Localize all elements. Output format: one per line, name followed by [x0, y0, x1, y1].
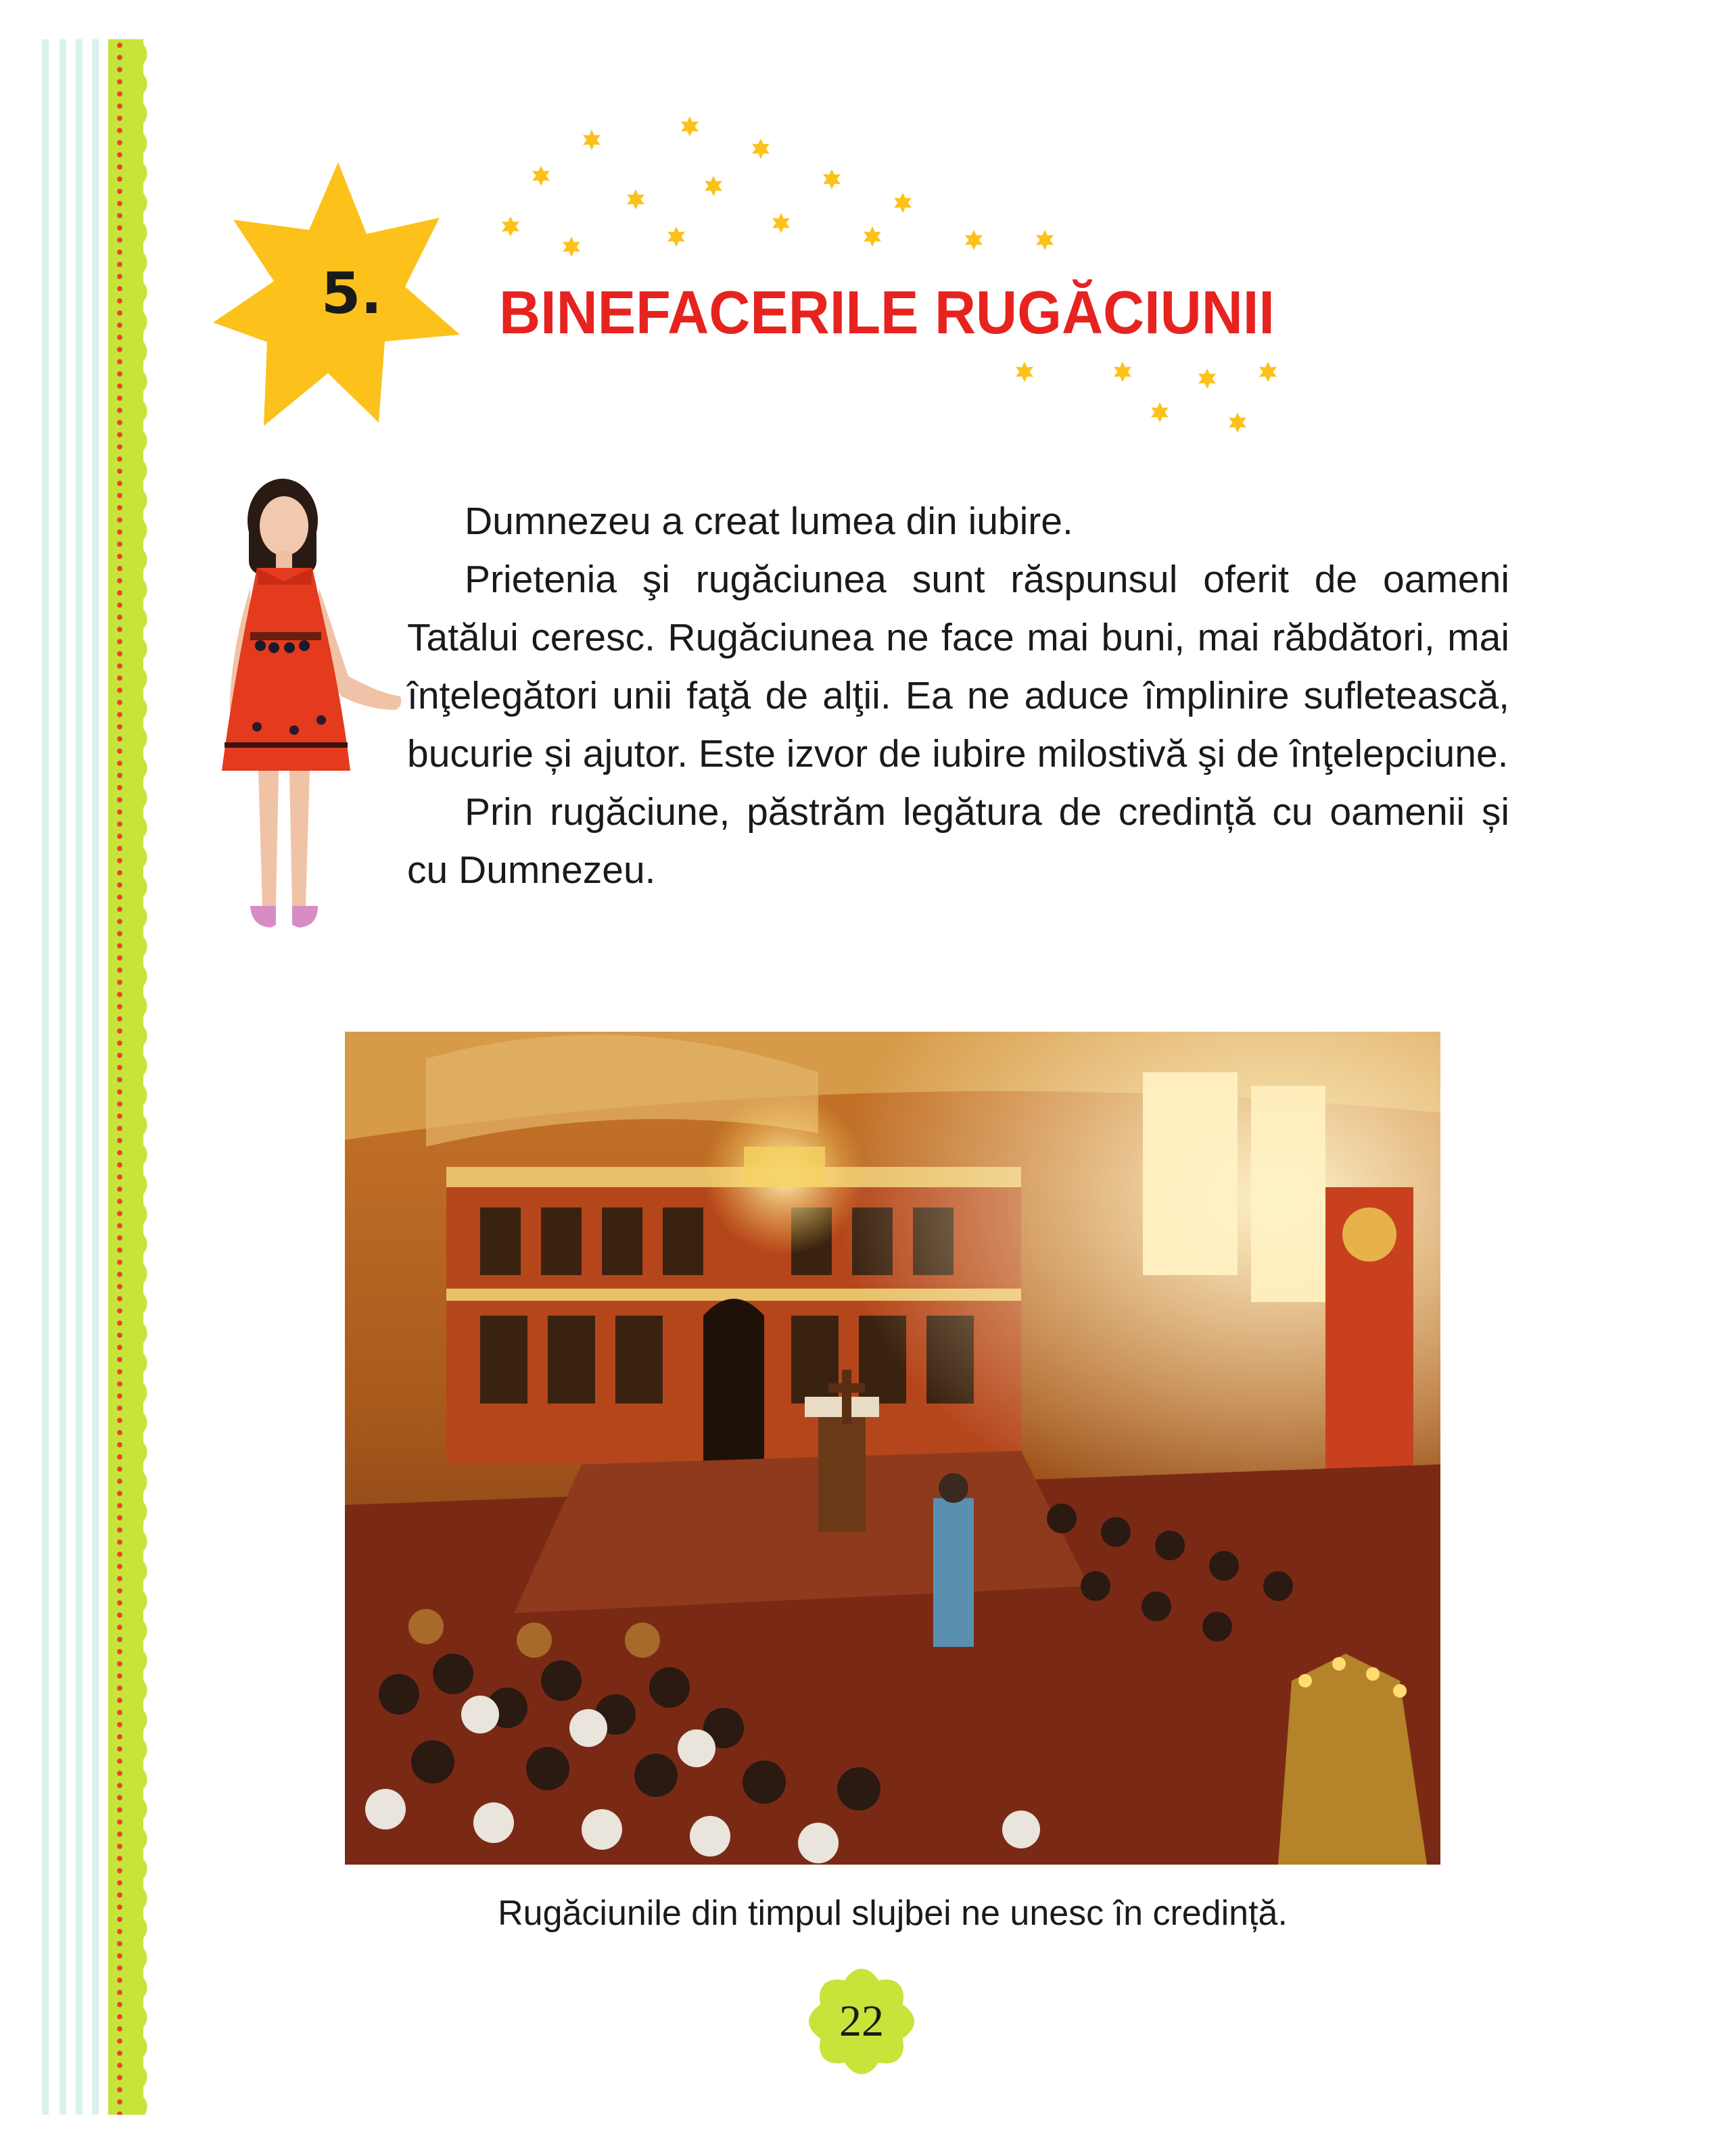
sparkle-star-icon — [1114, 362, 1131, 382]
body-paragraph: Prin rugăciune, păstrăm legătura de credință cu oamenii și cu Dumnezeu. — [407, 790, 1509, 892]
church-service-photo — [345, 1032, 1440, 1865]
sparkle-star-icon — [1016, 362, 1033, 382]
sparkle-star-icon — [1259, 362, 1277, 382]
border-stripe — [76, 39, 83, 2115]
sparkle-star-icon — [627, 189, 644, 210]
sparkle-star-icon — [965, 230, 983, 250]
sparkle-star-icon — [667, 226, 685, 247]
sparkle-star-icon — [864, 226, 881, 247]
sparkle-star-icon — [1151, 402, 1169, 423]
sparkle-star-icon — [1036, 230, 1054, 250]
sparkle-star-icon — [894, 193, 912, 213]
chapter-title: BINEFACERILE RUGĂCIUNII — [499, 279, 1275, 347]
sparkle-star-icon — [502, 216, 519, 237]
sparkle-star-icon — [1229, 412, 1246, 433]
border-stripe — [60, 39, 66, 2115]
photo-caption: Rugăciunile din timpul slujbei ne unesc în credință. — [498, 1894, 1288, 1933]
border-stripe — [42, 39, 49, 2115]
sparkle-star-icon — [681, 116, 699, 137]
sparkle-star-icon — [772, 213, 790, 233]
girl-illustration — [203, 473, 419, 947]
border-dotted-line — [116, 39, 123, 2115]
sparkle-star-icon — [823, 169, 841, 189]
sparkle-star-icon — [583, 130, 601, 150]
chapter-number: 5. — [321, 260, 383, 327]
border-scallop — [133, 39, 160, 2115]
sparkle-star-icon — [532, 166, 550, 186]
border-stripe — [92, 39, 99, 2115]
sparkle-star-icon — [752, 139, 770, 159]
page-number: 22 — [839, 1996, 884, 2046]
body-paragraph: Dumnezeu a creat lumea din iubire. — [465, 500, 1073, 543]
sparkle-star-icon — [705, 176, 722, 196]
body-text — [407, 492, 1509, 899]
sparkle-star-icon — [1198, 368, 1216, 389]
body-paragraph: Prietenia şi rugăciunea sunt răspunsul oferit de oameni Tatălui ceresc. Rugăciunea ne face mai buni, mai răbdători, mai înţelegători unii faţă de alţii. Ea ne aduce împlinire sufletească, bucurie și ajutor. Este izvor de iubire milostivă şi de înţelepciune. — [407, 558, 1509, 775]
sparkle-stars — [473, 101, 1353, 453]
sparkle-star-icon — [563, 237, 580, 257]
